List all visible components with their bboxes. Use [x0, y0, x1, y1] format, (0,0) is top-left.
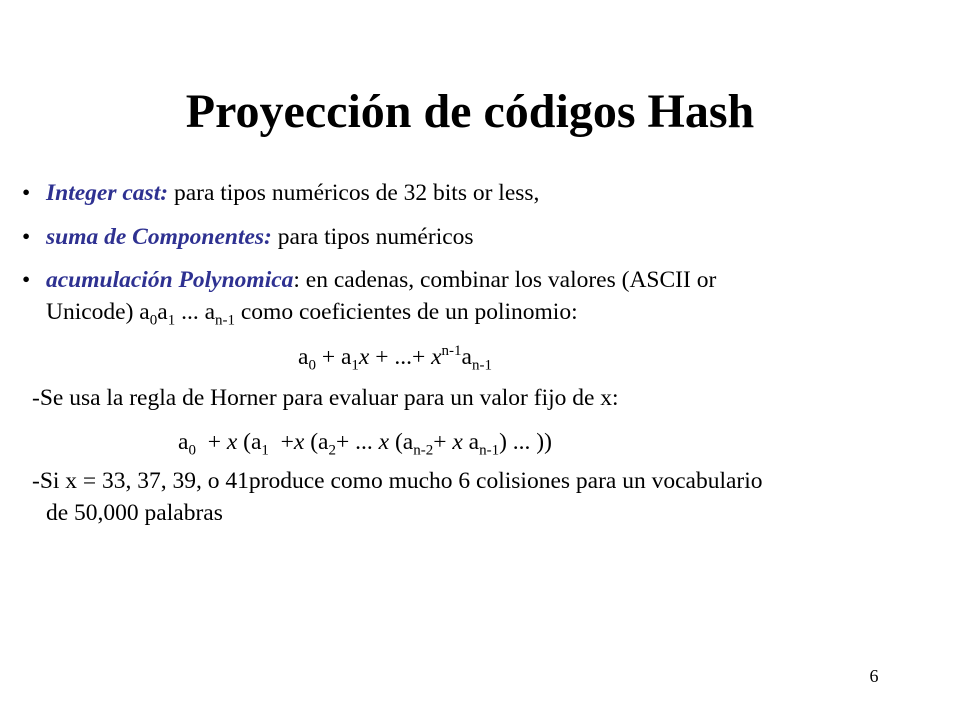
superscript: n-1 — [441, 343, 462, 360]
subscript: n-1 — [479, 442, 500, 459]
text-run: (a — [304, 429, 329, 455]
text-run: como coeficientes de un polinomio: — [235, 299, 578, 325]
text-run: + a — [315, 344, 352, 370]
text-run: a — [462, 429, 480, 455]
collision-note-line2: de 50,000 palabras — [46, 500, 223, 526]
subscript: n-2 — [413, 442, 434, 459]
bullet-item-suma-componentes — [46, 222, 474, 252]
subscript: 1 — [167, 312, 176, 329]
text-run: a — [178, 429, 189, 455]
variable: x — [378, 429, 390, 455]
subscript: 2 — [328, 442, 336, 459]
text-run: Unicode) a — [46, 299, 150, 325]
subscript: n-1 — [215, 312, 235, 329]
text-run: ... a — [175, 299, 215, 325]
variable: x — [452, 429, 463, 455]
horner-formula — [178, 427, 552, 457]
bullet-text: para tipos numéricos de 32 bits or less, — [168, 180, 540, 206]
bullet-marker: • — [22, 267, 31, 293]
text-run: + ... — [336, 429, 379, 455]
polynomial-formula — [298, 342, 492, 372]
page-number: 6 — [869, 666, 879, 686]
bullet-marker: • — [22, 180, 31, 206]
variable: x — [358, 344, 370, 370]
text-run: a — [298, 344, 309, 370]
text-run: + — [433, 429, 453, 455]
bullet-term: Integer cast: — [46, 180, 169, 206]
bullet-item-integer-cast — [46, 178, 539, 208]
slide-title: Proyección de códigos Hash — [185, 85, 755, 138]
bullet-item-continuation — [46, 297, 578, 327]
collision-note-line1: -Si x = 33, 37, 39, o 41produce como mucho 6 colisiones para un vocabulario — [32, 468, 763, 494]
subscript: 1 — [261, 442, 269, 459]
variable: x — [431, 344, 442, 370]
text-run: + — [195, 429, 227, 455]
text-run: a — [157, 299, 168, 325]
text-run: (a — [389, 429, 414, 455]
variable: x — [293, 429, 305, 455]
horner-note: -Se usa la regla de Horner para evaluar para un valor fijo de x: — [32, 385, 619, 411]
text-run: (a — [237, 429, 262, 455]
text-run: + — [268, 429, 294, 455]
bullet-text: para tipos numéricos — [271, 224, 474, 250]
text-run: ) ... )) — [499, 429, 552, 455]
bullet-term: acumulación Polynomica — [46, 267, 294, 293]
bullet-term: suma de Componentes: — [46, 224, 272, 250]
bullet-marker: • — [22, 224, 31, 250]
subscript: 1 — [351, 357, 359, 374]
subscript: n-1 — [471, 357, 492, 374]
subscript: 0 — [149, 312, 158, 329]
variable: x — [226, 429, 238, 455]
text-run: + ...+ — [369, 344, 432, 370]
text-run: a — [461, 344, 472, 370]
subscript: 0 — [188, 442, 196, 459]
bullet-text: : en cadenas, combinar los valores (ASCII or — [293, 267, 717, 293]
subscript: 0 — [308, 357, 316, 374]
bullet-item-acumulacion-polynomica — [46, 265, 716, 295]
